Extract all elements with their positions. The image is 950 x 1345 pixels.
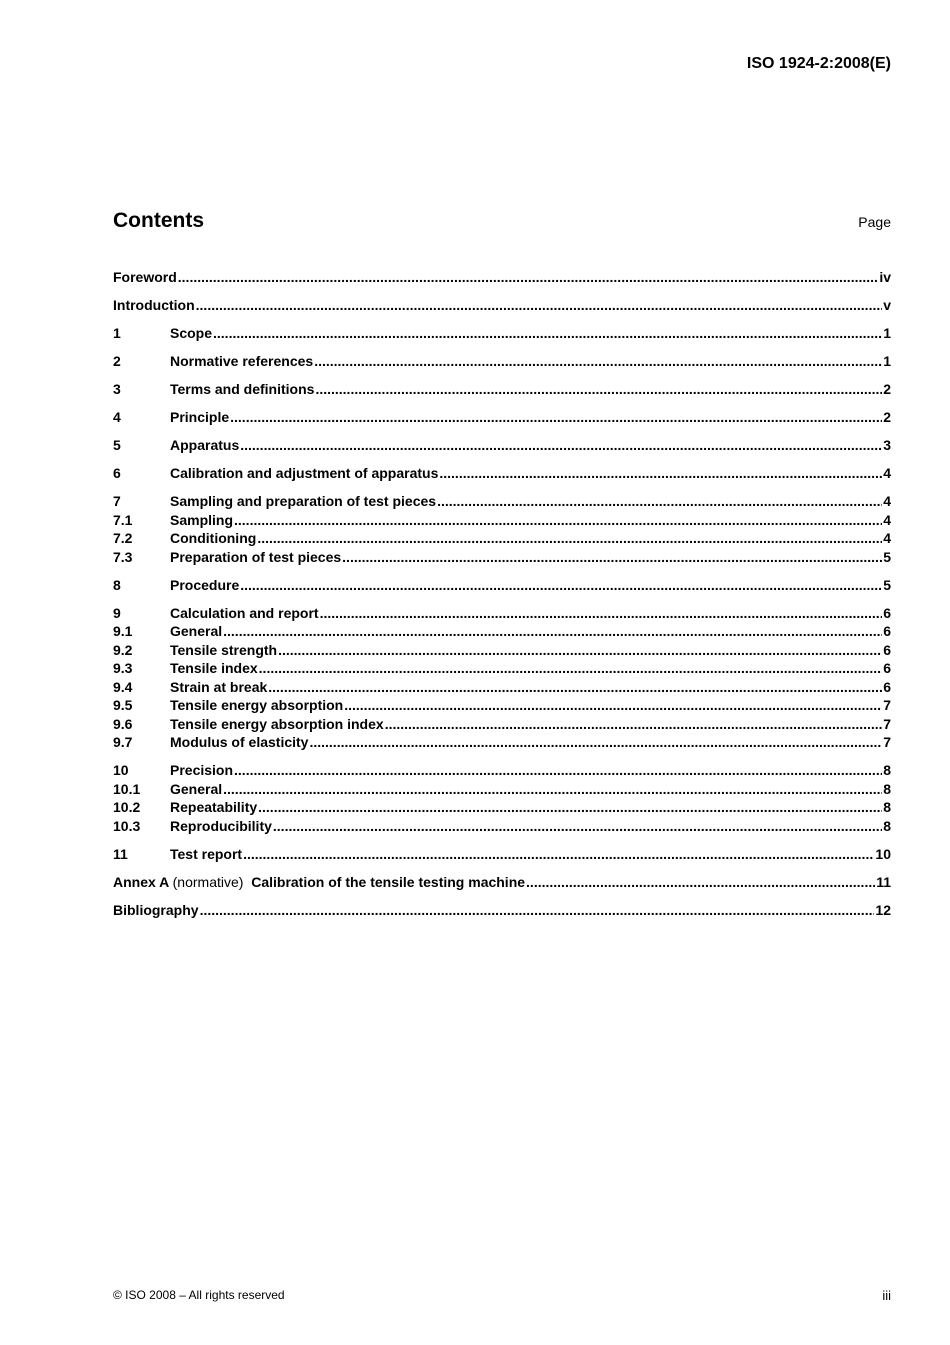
dot-leader (223, 780, 882, 799)
toc-entry-page: 7 (883, 734, 891, 750)
toc-entry-page: 2 (883, 409, 891, 425)
toc-entry-title: Tensile index (170, 660, 258, 676)
toc-entry[interactable] (113, 659, 891, 678)
toc-entry-title: Calibration and adjustment of apparatus (170, 465, 439, 481)
toc-entry-number: 3 (113, 381, 121, 397)
toc-entry-title: Test report (170, 845, 243, 862)
toc-entry-page: 11 (876, 873, 891, 890)
dot-leader (309, 733, 882, 752)
toc-entry-page: 3 (883, 437, 891, 453)
toc-entry-number: 7.1 (113, 511, 133, 528)
toc-entry-number: 7 (113, 493, 121, 509)
toc-entry[interactable] (113, 733, 891, 752)
toc-entry-title: Foreword (113, 269, 177, 285)
toc-entry-number: 4 (113, 409, 121, 425)
toc-entry-number: 10.2 (113, 799, 141, 815)
toc-entry[interactable] (113, 622, 891, 641)
toc-entry-title: General (170, 623, 223, 639)
toc-entry-title: Preparation of test pieces (170, 548, 342, 565)
toc-entry-page: 6 (883, 623, 891, 639)
toc-entry[interactable] (113, 548, 891, 567)
toc-entry-number: 6 (113, 465, 121, 481)
toc-entry-title: Repeatability (170, 799, 258, 815)
toc-entry-page: 6 (883, 678, 891, 695)
toc-entry-page: 6 (883, 604, 891, 621)
dot-leader (268, 678, 882, 697)
document-id: ISO 1924-2:2008(E) (746, 55, 891, 72)
toc-entry-number: 7.3 (113, 548, 133, 565)
dot-leader (223, 622, 882, 641)
dot-leader (344, 696, 882, 715)
toc-entry-title: Tensile energy absorption (170, 697, 344, 713)
dot-leader (200, 901, 875, 920)
dot-leader (437, 492, 882, 511)
dot-leader (230, 408, 882, 427)
dot-leader (526, 873, 875, 892)
page-number: iii (882, 1288, 891, 1303)
dot-leader (278, 641, 882, 660)
toc-entry-title: Procedure (170, 576, 240, 593)
toc-entry-title: Scope (170, 325, 213, 341)
toc-entry-page: 1 (883, 353, 891, 369)
toc-entry-title: Sampling (170, 511, 234, 528)
toc-entry[interactable] (113, 576, 891, 595)
dot-leader (196, 296, 883, 315)
page-title: Contents (113, 209, 204, 232)
dot-leader (315, 380, 882, 399)
toc-entry[interactable] (113, 529, 891, 548)
toc-entry-page: 1 (883, 325, 891, 341)
toc-entry-title: Introduction (113, 297, 195, 313)
dot-leader (258, 798, 882, 817)
toc-entry-page: 6 (883, 660, 891, 676)
toc-entry-number: 9.3 (113, 660, 133, 676)
toc-entry[interactable] (113, 604, 891, 623)
toc-entry-page: v (883, 297, 891, 313)
toc-entry-number: 9.6 (113, 715, 133, 732)
copyright-notice: © ISO 2008 – All rights reserved (113, 1288, 285, 1302)
toc-entry-number: 8 (113, 576, 121, 593)
dot-leader (213, 324, 882, 343)
annex-label: Annex A (113, 873, 169, 890)
annex-title: Calibration of the tensile testing machine (251, 873, 526, 890)
toc-entry[interactable] (113, 715, 891, 734)
toc-entry-title: Tensile energy absorption index (170, 715, 384, 732)
toc-entry-number: 9.2 (113, 641, 133, 658)
dot-leader (320, 604, 883, 623)
toc-entry-title: Terms and definitions (170, 381, 315, 397)
toc-entry-title: Strain at break (170, 678, 268, 695)
toc-entry[interactable] (113, 436, 891, 455)
toc-entry[interactable] (113, 296, 891, 315)
toc-entry-page: 5 (883, 576, 891, 593)
toc-entry-title: Bibliography (113, 901, 199, 918)
toc-entry-page: 8 (883, 780, 891, 797)
toc-entry-page: 4 (883, 511, 891, 528)
toc-entry-number: 10 (113, 762, 129, 778)
toc-entry[interactable] (113, 268, 891, 287)
toc-entry-page: 7 (883, 715, 891, 732)
dot-leader (240, 436, 882, 455)
toc-entry-page: 8 (883, 762, 891, 778)
toc-entry-page: 6 (883, 641, 891, 658)
toc-entry[interactable] (113, 780, 891, 799)
toc-entry[interactable] (113, 352, 891, 371)
toc-entry-page: 4 (883, 493, 891, 509)
toc-entry-bibliography[interactable] (113, 901, 891, 920)
toc-entry-number: 1 (113, 325, 121, 341)
toc-entry-title: Reproducibility (170, 817, 272, 834)
toc-entry[interactable] (113, 324, 891, 343)
toc-entry-number: 9.1 (113, 623, 133, 639)
toc-entry-title (113, 873, 525, 892)
toc-entry-page: 8 (883, 799, 891, 815)
toc-entry-number: 5 (113, 437, 121, 453)
toc-entry-annex[interactable] (113, 873, 891, 892)
toc-entry-title: General (170, 780, 223, 797)
dot-leader (178, 268, 879, 287)
toc-entry-number: 10.3 (113, 817, 141, 834)
toc-entry-page: 8 (883, 817, 891, 834)
toc-entry-page: 7 (883, 697, 891, 713)
toc-entry[interactable] (113, 678, 891, 697)
dot-leader (234, 761, 882, 780)
toc-entry[interactable] (113, 798, 891, 817)
toc-entry-title: Normative references (170, 353, 314, 369)
toc-entry-page: 4 (883, 465, 891, 481)
dot-leader (385, 715, 883, 734)
dot-leader (234, 511, 882, 530)
toc-entry-number: 7.2 (113, 530, 133, 546)
toc-entry-title: Conditioning (170, 530, 257, 546)
toc-entry[interactable] (113, 464, 891, 483)
toc-entry[interactable] (113, 408, 891, 427)
toc-entry-page: 2 (883, 381, 891, 397)
toc-entry-number: 11 (113, 845, 128, 862)
dot-leader (273, 817, 882, 836)
toc-entry-title: Precision (170, 762, 234, 778)
toc-entry-title: Sampling and preparation of test pieces (170, 493, 437, 509)
table-of-contents (113, 268, 891, 919)
toc-entry-page: 5 (883, 548, 891, 565)
toc-entry-page: 4 (883, 530, 891, 546)
toc-entry-number: 10.1 (113, 780, 141, 797)
contents-header (113, 209, 891, 233)
toc-entry[interactable] (113, 817, 891, 836)
toc-entry[interactable] (113, 696, 891, 715)
dot-leader (240, 576, 882, 595)
toc-entry-title: Principle (170, 409, 230, 425)
toc-entry[interactable] (113, 511, 891, 530)
toc-entry-page: iv (879, 269, 891, 285)
toc-entry-number: 9.4 (113, 678, 133, 695)
dot-leader (259, 659, 883, 678)
toc-entry-title: Tensile strength (170, 641, 278, 658)
toc-entry[interactable] (113, 845, 891, 864)
toc-entry-number: 9.7 (113, 734, 133, 750)
page-column-label: Page (858, 214, 891, 230)
toc-entry-number: 9.5 (113, 697, 133, 713)
toc-entry[interactable] (113, 641, 891, 660)
toc-entry[interactable] (113, 380, 891, 399)
toc-entry-page: 12 (875, 901, 891, 918)
dot-leader (342, 548, 882, 567)
dot-leader (257, 529, 882, 548)
toc-entry-number: 2 (113, 353, 121, 369)
toc-entry-title: Apparatus (170, 437, 240, 453)
toc-entry[interactable] (113, 492, 891, 511)
dot-leader (439, 464, 882, 483)
toc-entry[interactable] (113, 761, 891, 780)
dot-leader (314, 352, 882, 371)
toc-entry-title: Modulus of elasticity (170, 734, 309, 750)
annex-qualifier: (normative) (172, 873, 244, 890)
toc-entry-title: Calculation and report (170, 604, 319, 621)
toc-entry-page: 10 (875, 845, 891, 862)
dot-leader (243, 845, 874, 864)
page-footer (113, 1288, 891, 1303)
toc-entry-number: 9 (113, 604, 121, 621)
